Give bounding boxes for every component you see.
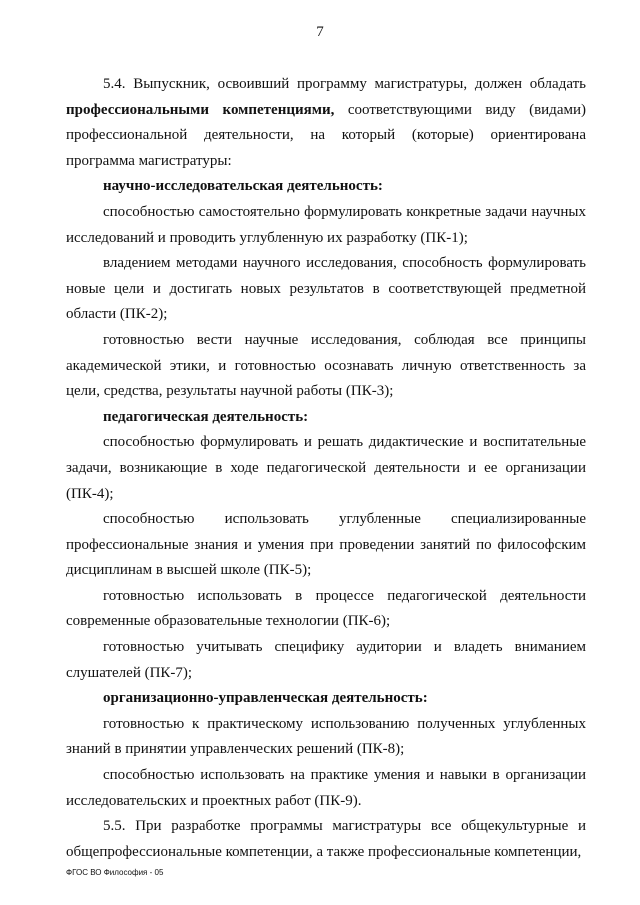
competence-item: способностью самостоятельно формулировать конкретные задачи научных исследований и проводить углубленную их разработку (ПК-1);	[66, 203, 586, 246]
competence-item: готовностью учитывать специфику аудитории и владеть вниманием слушателей (ПК-7);	[66, 639, 586, 681]
section-heading-organizational: организационно-управленческая деятельность:	[103, 690, 428, 707]
page-number: 7	[316, 24, 324, 40]
paragraph-text: соответствующими виду (видами) профессиональной деятельности, на который (которые) ориентирована программа магистратуры:	[66, 101, 586, 169]
competence-item: способностью использовать углубленные специализированные профессиональные знания и умения при проведении занятий по философским дисциплинам в высшей школе (ПК-5);	[66, 511, 586, 579]
paragraph-5-4	[66, 72, 586, 174]
section-heading-pedagogical: педагогическая деятельность:	[103, 408, 309, 425]
competence-item: готовностью к практическому использованию полученных углубленных знаний в принятии управленческих решений (ПК-8);	[66, 715, 586, 758]
paragraph-emphasis: профессиональными компетенциями,	[66, 101, 335, 118]
paragraph-text: Выпускник, освоивший программу магистратуры, должен обладать	[125, 76, 586, 92]
competence-item: способностью формулировать и решать дидактические и воспитательные задачи, возникающие в ходе педагогической деятельности и ее организации (ПК-4);	[66, 434, 586, 502]
paragraph-number: 5.4.	[103, 76, 126, 92]
document-body	[66, 72, 586, 865]
paragraph-5-5: 5.5. При разработке программы магистратуры все общекультурные и общепрофессиональные компетенции, а также профессиональные компетенции,	[66, 818, 586, 860]
competence-item: владением методами научного исследования, способность формулировать новые цели и достигать новых результатов в соответствующей предметной области (ПК-2);	[66, 255, 586, 323]
document-footer: ФГОС ВО Философия - 05	[66, 868, 164, 877]
competence-item: способностью использовать на практике умения и навыки в организации исследовательских и проектных работ (ПК-9).	[66, 767, 586, 809]
competence-item: готовностью использовать в процессе педагогической деятельности современные образовательные технологии (ПК-6);	[66, 587, 586, 630]
competence-item: готовностью вести научные исследования, соблюдая все принципы академической этики, и готовностью осознавать личную ответственность за цели, средства, результаты научной работы (ПК-3);	[66, 331, 586, 400]
section-heading-research: научно-исследовательская деятельность:	[103, 178, 383, 195]
